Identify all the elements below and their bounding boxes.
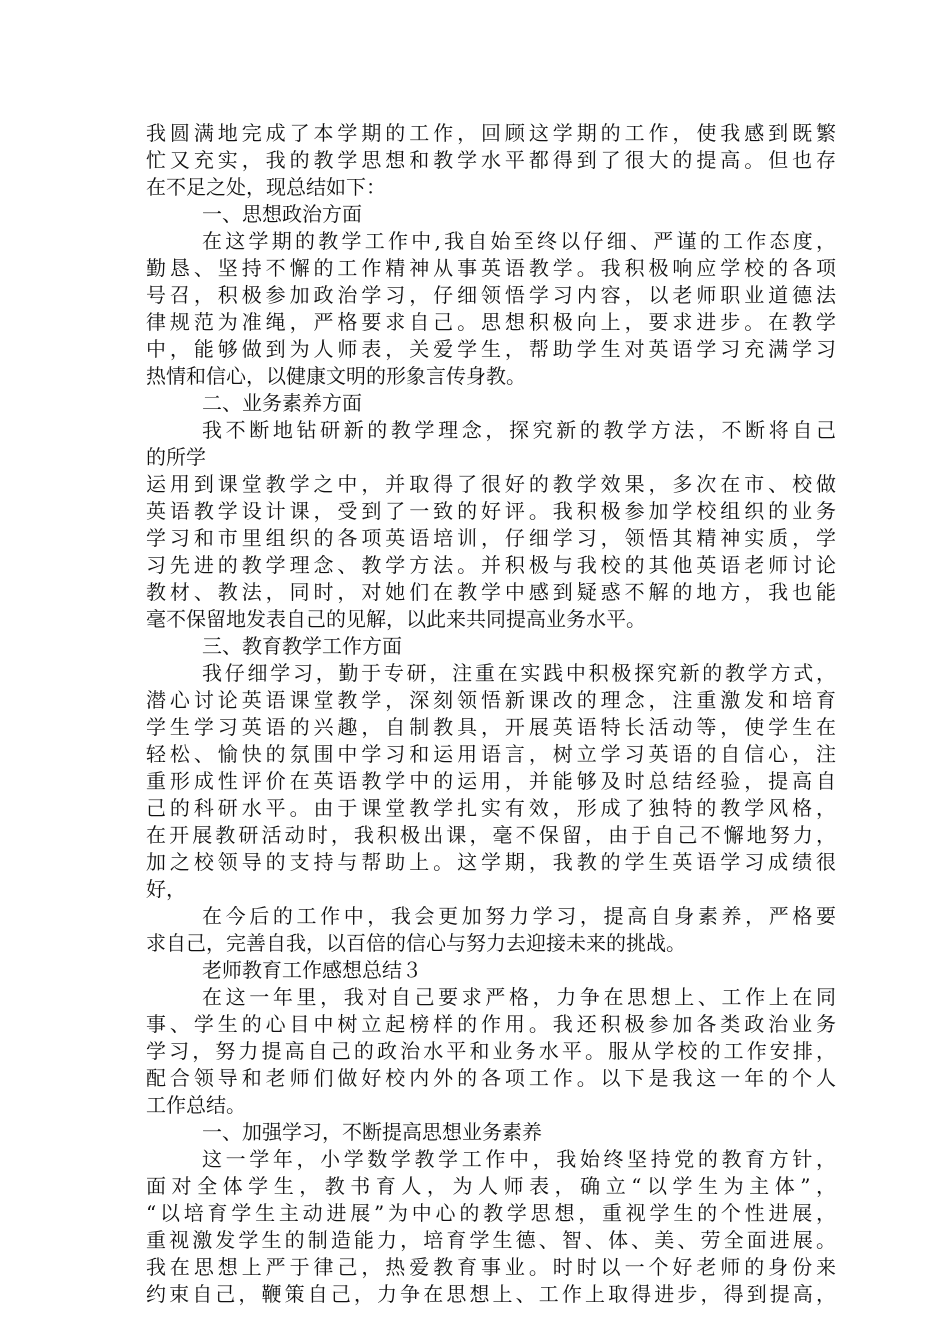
- text-line: 这一学年，小学数学教学工作中，我始终坚持党的教育方针，: [202, 1147, 836, 1171]
- text-line: 求自己，完善自我，以百倍的信心与努力去迎接未来的挑战。: [146, 931, 686, 955]
- text-line: 在这一年里，我对自己要求严格，力争在思想上、工作上在同: [202, 985, 836, 1009]
- text-line: 的所学: [146, 445, 206, 469]
- text-line: 好，: [146, 877, 186, 901]
- text-line: 在开展教研活动时，我积极出课，毫不保留，由于自己不懈地努力，: [146, 823, 836, 847]
- text-line: 律规范为准绳，严格要求自己。思想积极向上，要求进步。在教学: [146, 310, 836, 334]
- text-line: 我在思想上严于律己，热爱教育事业。时时以一个好老师的身份来: [146, 1255, 836, 1279]
- text-line: 在今后的工作中，我会更加努力学习，提高自身素养，严格要: [202, 904, 836, 928]
- text-line: 配合领导和老师们做好校内外的各项工作。以下是我这一年的个人: [146, 1066, 836, 1090]
- text-line: 约束自己，鞭策自己，力争在思想上、工作上取得进步，得到提高，: [146, 1282, 836, 1306]
- text-line: 学生学习英语的兴趣，自制教具，开展英语特长活动等，使学生在: [146, 715, 836, 739]
- text-line: 我圆满地完成了本学期的工作，回顾这学期的工作，使我感到既繁: [146, 121, 836, 145]
- text-line: 中，能够做到为人师表，关爱学生，帮助学生对英语学习充满学习: [146, 337, 836, 361]
- text-line: 己的科研水平。由于课堂教学扎实有效，形成了独特的教学风格，: [146, 796, 836, 820]
- text-line: 教材、教法，同时，对她们在教学中感到疑惑不解的地方，我也能: [146, 580, 836, 604]
- text-line: 一、思想政治方面: [202, 202, 362, 226]
- text-line: 在这学期的教学工作中,我自始至终以仔细、严谨的工作态度，: [202, 229, 836, 253]
- text-line: 二、业务素养方面: [202, 391, 362, 415]
- text-line: 英语教学设计课，受到了一致的好评。我积极参加学校组织的业务: [146, 499, 836, 523]
- text-line: 加之校领导的支持与帮助上。这学期，我教的学生英语学习成绩很: [146, 850, 836, 874]
- text-line: 热情和信心，以健康文明的形象言传身教。: [146, 364, 526, 388]
- text-line: 一、加强学习，不断提高思想业务素养: [202, 1120, 542, 1144]
- document-body-text: [146, 120, 836, 1308]
- text-line: 工作总结。: [146, 1093, 246, 1117]
- text-line: 习先进的教学理念、教学方法。并积极与我校的其他英语老师讨论: [146, 553, 836, 577]
- text-line: 重形成性评价在英语教学中的运用，并能够及时总结经验，提高自: [146, 769, 836, 793]
- text-line: 学习和市里组织的各项英语培训，仔细学习，领悟其精神实质，学: [146, 526, 836, 550]
- text-line: 在不足之处，现总结如下：: [146, 175, 386, 199]
- text-line: 毫不保留地发表自己的见解，以此来共同提高业务水平。: [146, 607, 646, 631]
- text-line: 我仔细学习，勤于专研，注重在实践中积极探究新的教学方式，: [202, 661, 836, 685]
- text-line: 学习，努力提高自己的政治水平和业务水平。服从学校的工作安排，: [146, 1039, 836, 1063]
- text-line: 轻松、愉快的氛围中学习和运用语言，树立学习英语的自信心，注: [146, 742, 836, 766]
- text-line: 事、学生的心目中树立起榜样的作用。我还积极参加各类政治业务: [146, 1012, 836, 1036]
- text-line: 潜心讨论英语课堂教学，深刻领悟新课改的理念，注重激发和培育: [146, 688, 836, 712]
- text-line: 面对全体学生，教书育人，为人师表，确立“以学生为主体”，: [146, 1174, 836, 1198]
- text-line: 重视激发学生的制造能力，培育学生德、智、体、美、劳全面进展。: [146, 1228, 836, 1252]
- text-line: 我不断地钻研新的教学理念，探究新的教学方法，不断将自己: [202, 418, 836, 442]
- text-line: 老师教育工作感想总结３: [202, 958, 422, 982]
- text-line: 三、教育教学工作方面: [202, 634, 402, 658]
- text-line: 勤恳、坚持不懈的工作精神从事英语教学。我积极响应学校的各项: [146, 256, 836, 280]
- text-line: 号召，积极参加政治学习，仔细领悟学习内容，以老师职业道德法: [146, 283, 836, 307]
- text-line: 运用到课堂教学之中，并取得了很好的教学效果，多次在市、校做: [146, 472, 836, 496]
- text-line: “以培育学生主动进展”为中心的教学思想，重视学生的个性进展，: [146, 1201, 836, 1225]
- text-line: 忙又充实，我的教学思想和教学水平都得到了很大的提高。但也存: [146, 148, 836, 172]
